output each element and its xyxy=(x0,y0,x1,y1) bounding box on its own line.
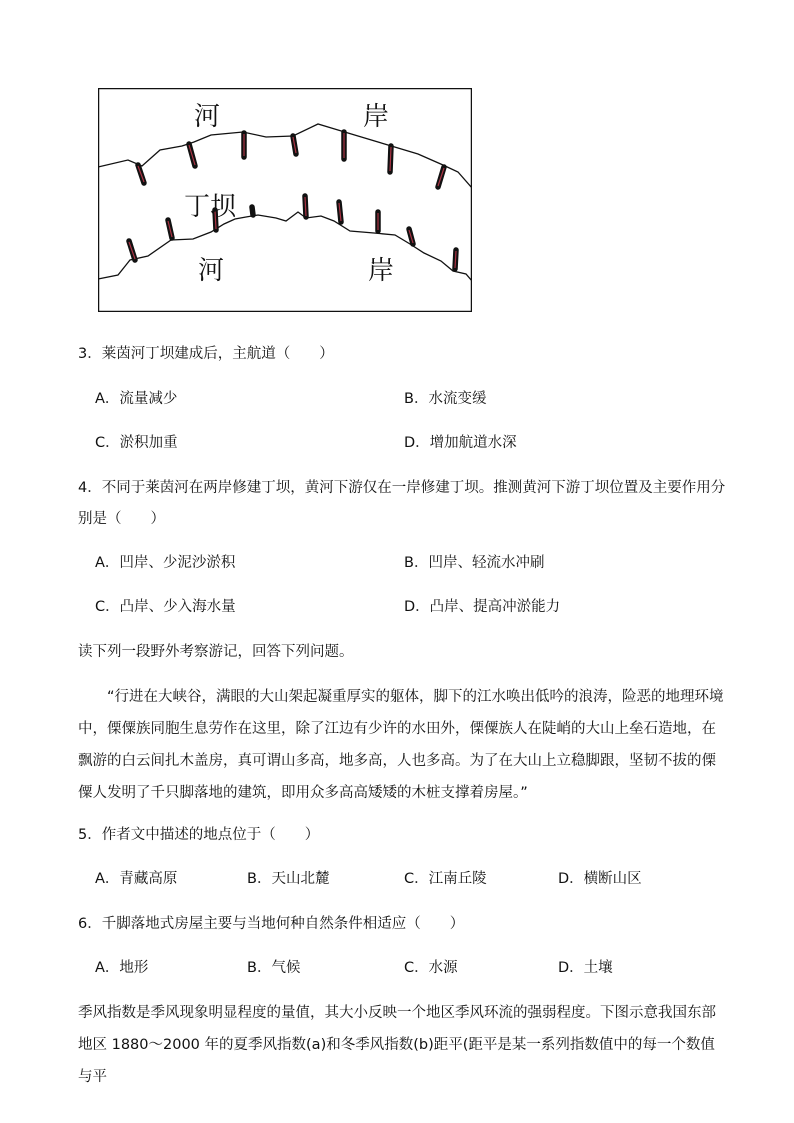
diagram-frame xyxy=(99,89,472,312)
q6-stem: 6．千脚落地式房屋主要与当地何种自然条件相适应（ ） xyxy=(78,916,465,932)
q5-option-b[interactable]: B．天山北麓 xyxy=(247,871,330,887)
q5-option-c[interactable]: C．江南丘陵 xyxy=(404,871,487,887)
q3-option-a[interactable]: A．流量减少 xyxy=(95,391,178,407)
q4-option-d[interactable]: D．凸岸、提高冲淤能力 xyxy=(404,599,561,615)
label-top-an: 岸 xyxy=(363,102,390,132)
q6-option-d[interactable]: D．土壤 xyxy=(558,960,613,976)
q3-option-c[interactable]: C．淤积加重 xyxy=(95,435,178,451)
river-groyne-figure xyxy=(98,88,472,312)
q4-option-a[interactable]: A．凹岸、少泥沙淤积 xyxy=(95,555,236,571)
q6-option-a[interactable]: A．地形 xyxy=(95,960,149,976)
reading-intro: 读下列一段野外考察游记，回答下列问题。 xyxy=(78,644,354,660)
groyne-diagram xyxy=(98,88,472,312)
q4-option-c[interactable]: C．凸岸、少入海水量 xyxy=(95,599,236,615)
q6-option-c[interactable]: C．水源 xyxy=(404,960,458,976)
q3-option-b[interactable]: B．水流变缓 xyxy=(404,391,487,407)
q5-option-a[interactable]: A．青藏高原 xyxy=(95,871,178,887)
q4-stem-line1: 4．不同于莱茵河在两岸修建丁坝，黄河下游仅在一岸修建丁坝。推测黄河下游丁坝位置及主要作用分 xyxy=(78,480,726,496)
label-bottom-he: 河 xyxy=(198,256,225,286)
label-groyne: 丁坝 xyxy=(184,192,237,222)
q3-option-d[interactable]: D．增加航道水深 xyxy=(404,435,517,451)
q5-stem: 5．作者文中描述的地点位于（ ） xyxy=(78,827,320,843)
q4-stem-line2: 别是（ ） xyxy=(78,511,165,527)
travel-passage: “行进在大峡谷，满眼的大山架起凝重厚实的躯体，脚下的江水唤出低吟的浪涛，险恶的地理环境中，傈僳族同胞生息劳作在这里，除了江边有少许的水田外，傈僳族人在陡峭的大山上垒石造地，在飘游的白云间扎木盖房，真可谓山多高，地多高，人也多高。为了在大山上立稳脚跟，坚韧不拔的傈僳人发明了千只脚落地的建筑，即用众多高高矮矮的木桩支撑着房屋。” xyxy=(78,689,724,801)
q3-stem: 3．莱茵河丁坝建成后，主航道（ ） xyxy=(78,346,334,362)
q6-option-b[interactable]: B．气候 xyxy=(247,960,301,976)
q5-option-d[interactable]: D．横断山区 xyxy=(558,871,642,887)
monsoon-paragraph: 季风指数是季风现象明显程度的量值，其大小反映一个地区季风环流的强弱程度。下图示意我国东部地区 1880～2000 年的夏季风指数(a)和冬季风指数(b)距平(距平是某一系列指数值中的每一个数值与平 xyxy=(78,1005,716,1085)
label-bottom-an: 岸 xyxy=(368,256,395,286)
q4-option-b[interactable]: B．凹岸、轻流水冲刷 xyxy=(404,555,545,571)
label-top-he: 河 xyxy=(194,102,221,132)
